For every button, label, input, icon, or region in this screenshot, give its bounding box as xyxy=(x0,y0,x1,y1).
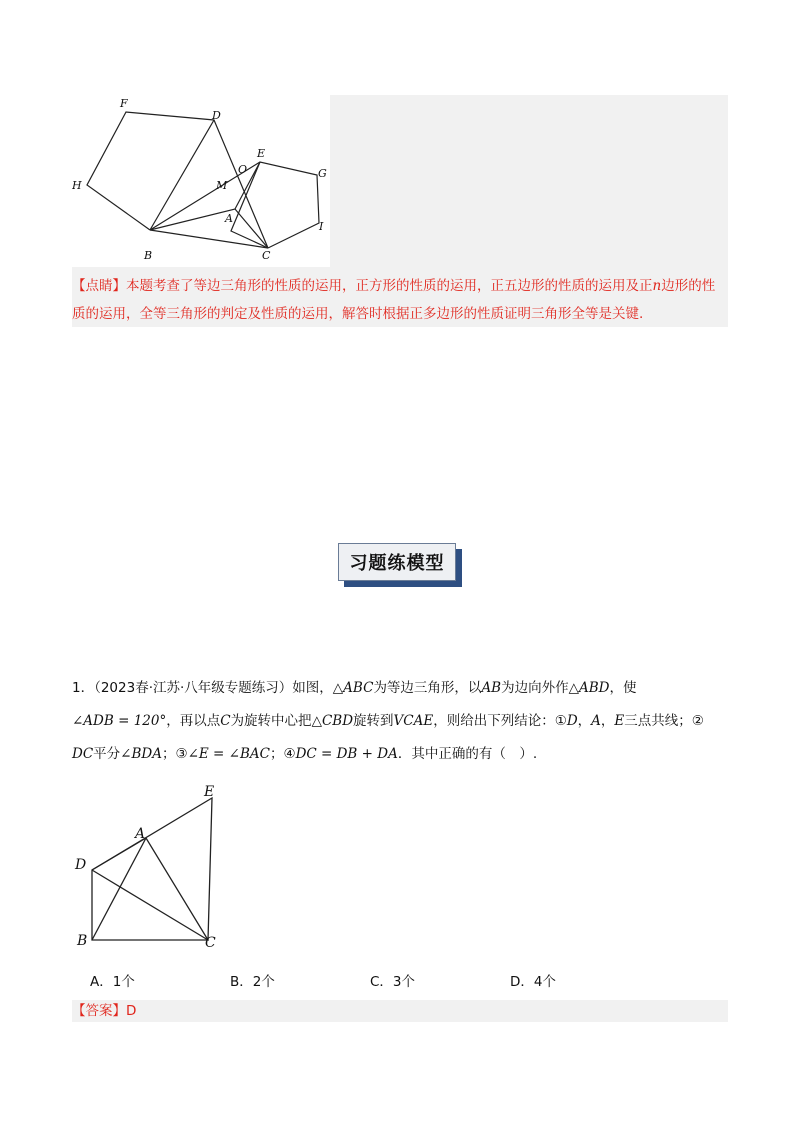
math-term: VCAE xyxy=(393,713,434,729)
label-b: B xyxy=(144,249,153,262)
label-o: O xyxy=(238,163,248,176)
math-term: ∠E = ∠BAC xyxy=(187,746,270,762)
comment-text-before: 本题考查了等边三角形的性质的运用，正方形的性质的运用，正五边形的性质的运用及正 xyxy=(126,278,653,294)
label-a: A xyxy=(135,826,146,842)
math-term: △ABD xyxy=(568,680,610,696)
question-1 xyxy=(72,672,732,771)
question-text: ， xyxy=(577,713,592,729)
answer-options xyxy=(90,970,650,990)
question-text: ，则给出下列结论：① xyxy=(433,713,567,729)
question-text: 如图， xyxy=(292,680,333,696)
option-b[interactable]: B．2个 xyxy=(230,974,275,990)
answer-tag: 【答案】 xyxy=(72,1003,126,1019)
math-term: AB xyxy=(481,680,502,696)
label-e: E xyxy=(204,784,215,800)
question-text: 平分 xyxy=(93,746,121,762)
label-e: E xyxy=(257,147,266,160)
label-a: A xyxy=(225,212,233,225)
question-text: ；③ xyxy=(161,746,188,762)
question-text: 旋转到 xyxy=(353,713,394,729)
question-text: 为边向外作 xyxy=(501,680,569,696)
question-text: ， xyxy=(600,713,615,729)
answer-block xyxy=(72,1000,728,1022)
question-text: 为等边三角形，以 xyxy=(373,680,482,696)
comment-variable: n xyxy=(652,278,662,294)
comment-tag: 【点睛】 xyxy=(72,278,126,294)
section-banner-title: 习题练模型 xyxy=(338,543,456,581)
label-f: F xyxy=(120,97,128,110)
label-c: C xyxy=(262,249,271,262)
label-d: D xyxy=(212,109,221,122)
math-term: D xyxy=(566,713,578,729)
section-banner xyxy=(338,543,462,587)
question-source: （2023春·江苏·八年级专题练习） xyxy=(94,680,293,696)
question-text: ；④ xyxy=(269,746,296,762)
question-text: ，再以点 xyxy=(166,713,221,729)
question-text: ．其中正确的有（ ）. xyxy=(397,746,538,762)
math-term: DC xyxy=(72,746,94,762)
math-term: DC = DB + DA xyxy=(295,746,398,762)
math-term: ∠BDA xyxy=(120,746,162,762)
label-d: D xyxy=(75,857,87,873)
label-g: G xyxy=(318,167,327,180)
label-b: B xyxy=(77,933,88,949)
math-term: ∠ADB = 120° xyxy=(72,713,167,729)
label-i: I xyxy=(319,220,324,233)
comment-text-after: 边形的性质的运用，全等三角形的判定及性质的运用，解答时根据正多边形的性质证明三角形全等是关键. xyxy=(72,278,716,322)
label-h: H xyxy=(72,179,82,192)
math-term: A xyxy=(591,713,601,729)
question-text: 三点共线；② xyxy=(624,713,704,729)
option-a[interactable]: A．1个 xyxy=(90,974,135,990)
question-number: 1． xyxy=(72,680,95,696)
answer-value: D xyxy=(126,1003,137,1019)
label-m: M xyxy=(216,179,228,192)
key-point-comment xyxy=(72,272,728,328)
label-c: C xyxy=(205,935,216,951)
math-term: △ABC xyxy=(332,680,374,696)
geometry-figure-polygons xyxy=(72,95,330,267)
geometry-figure-triangles xyxy=(72,780,232,952)
question-text: 为旋转中心把 xyxy=(230,713,312,729)
option-c[interactable]: C．3个 xyxy=(370,974,416,990)
math-term: E xyxy=(614,713,625,729)
option-d[interactable]: D．4个 xyxy=(510,974,556,990)
math-term: △CBD xyxy=(311,713,354,729)
math-term: C xyxy=(220,713,231,729)
question-text: ，使 xyxy=(609,680,637,696)
